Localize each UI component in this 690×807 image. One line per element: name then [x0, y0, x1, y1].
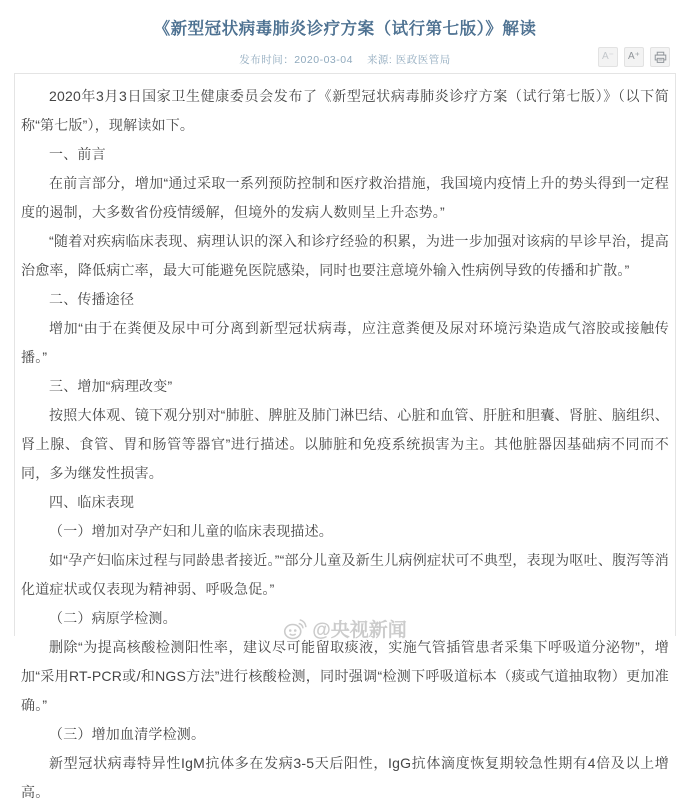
section-heading-1: 一、前言: [49, 146, 106, 162]
watermark-text: @央视新闻: [312, 620, 407, 641]
source-label: 来源:: [366, 54, 393, 66]
page-title: 《新型冠状病毒肺炎诊疗方案（试行第七版）》解读: [153, 20, 537, 38]
font-increase-button[interactable]: A⁺: [624, 47, 644, 67]
paragraph: 新型冠状病毒特异性IgM抗体多在发病3-5天后阳性，IgG抗体滴度恢复期较急性期有4倍及以上增高。: [21, 755, 669, 800]
article-meta: [0, 39, 690, 67]
subsection-heading: （一）增加对孕产妇和儿童的临床表现描述。: [49, 523, 333, 539]
subsection-heading: （二）病原学检测。: [49, 610, 177, 626]
subsection-heading: （三）增加血清学检测。: [49, 726, 206, 742]
article-toolbar: [598, 47, 670, 67]
paragraph: 在前言部分，增加“通过采取一系列预防控制和医疗救治措施，我国境内疫情上升的势头得到一定程度的遏制，大多数省份疫情缓解，但境外的发病人数则呈上升态势。”: [21, 175, 669, 220]
print-button[interactable]: [650, 47, 670, 67]
printer-icon: [654, 51, 667, 64]
font-decrease-button[interactable]: A⁻: [598, 47, 618, 67]
article-body: [14, 73, 676, 800]
section-heading-2: 二、传播途径: [49, 291, 135, 307]
publish-time-value: 2020-03-04: [294, 54, 353, 66]
paragraph: 删除“为提高核酸检测阳性率，建议尽可能留取痰液，实施气管插管患者采集下呼吸道分泌物”，增加“采用RT-PCR或/和NGS方法”进行核酸检测，同时强调“检测下呼吸道标本（痰或气道抽取物）更加准确。”: [21, 639, 669, 713]
paragraph: 增加“由于在粪便及尿中可分离到新型冠状病毒，应注意粪便及尿对环境污染造成气溶胶或接触传播。”: [21, 320, 669, 365]
section-heading-3: 三、增加“病理改变”: [49, 378, 173, 394]
meta-row: [0, 39, 690, 73]
section-heading-4: 四、临床表现: [49, 494, 135, 510]
paragraph: 按照大体观、镜下观分别对“肺脏、脾脏及肺门淋巴结、心脏和血管、肝脏和胆囊、肾脏、脑组织、肾上腺、食管、胃和肠管等器官”进行描述。以肺脏和免疫系统损害为主。其他脏器因基础病不同而不同，多为继发性损害。: [21, 407, 669, 481]
paragraph-intro: 2020年3月3日国家卫生健康委员会发布了《新型冠状病毒肺炎诊疗方案（试行第七版）》（以下简称“第七版”），现解读如下。: [21, 88, 669, 133]
publish-time-label: 发布时间：: [239, 54, 295, 66]
source-value: 医政医管局: [395, 54, 451, 66]
paragraph: “随着对疾病临床表现、病理认识的深入和诊疗经验的积累，为进一步加强对该病的早诊早治，提高治愈率，降低病亡率，最大可能避免医院感染，同时也要注意境外输入性病例导致的传播和扩散。”: [21, 233, 669, 278]
paragraph: 如“孕产妇临床过程与同龄患者接近。”“部分儿童及新生儿病例症状可不典型，表现为呕吐、腹泻等消化道症状或仅表现为精神弱、呼吸急促。”: [21, 552, 669, 597]
